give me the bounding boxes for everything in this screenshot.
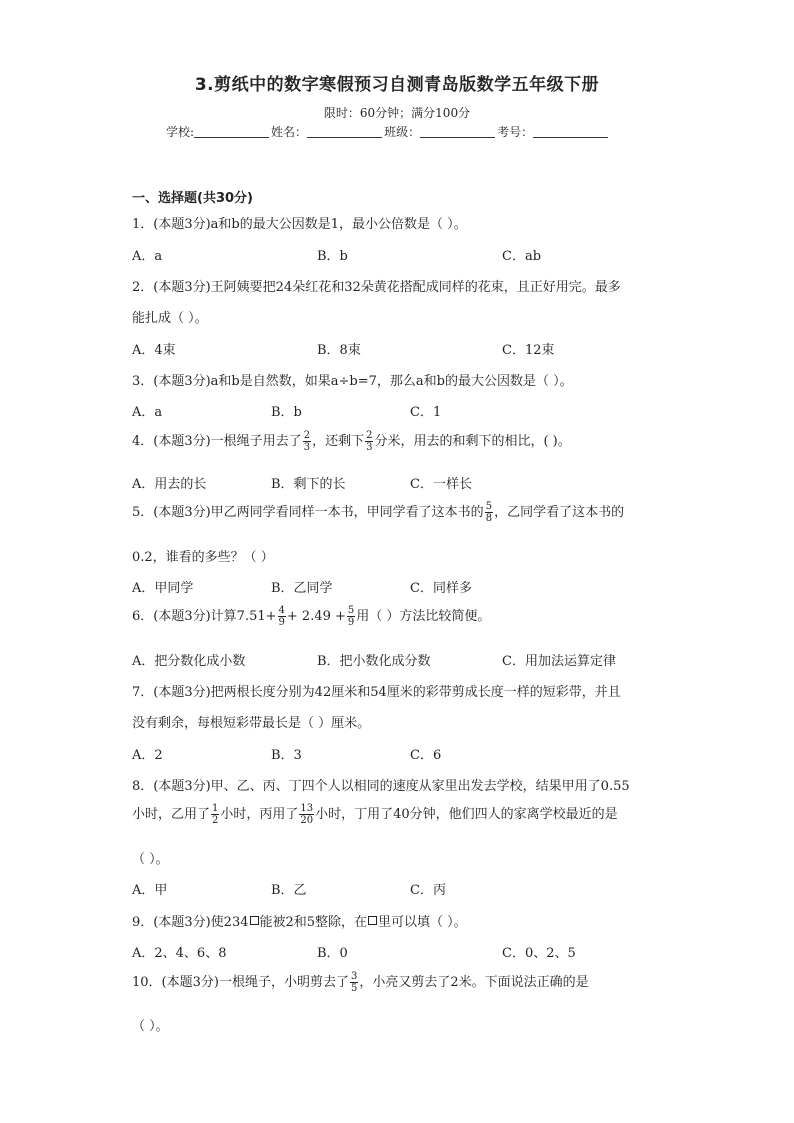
fraction-two-thirds: $\frac{2}{3}$ — [303, 430, 311, 453]
question-8-option-c[interactable]: C．丙 — [410, 883, 446, 898]
question-5-option-a[interactable]: A．甲同学 — [132, 581, 194, 596]
question-3-text: 3．(本题3分)a和b是自然数，如果a÷b=7，那么a和b的最大公因数是（ ）。 — [132, 374, 573, 389]
question-7-text-line1: 7．(本题3分)把两根长度分别为42厘米和54厘米的彩带剪成长度一样的短彩带，并且 — [132, 685, 621, 700]
question-1-option-a[interactable]: A．a — [132, 249, 163, 264]
question-9-option-a[interactable]: A．2、4、6、8 — [132, 946, 227, 961]
question-1-text: 1．(本题3分)a和b的最大公因数是1，最小公倍数是（ ）。 — [132, 217, 467, 232]
question-5-text-line2: 0.2，谁看的多些？（ ） — [132, 550, 274, 565]
blank-box-icon — [368, 916, 377, 925]
question-7-text-line2: 没有剩余，每根短彩带最长是（ ）厘米。 — [132, 716, 371, 731]
question-7-option-b[interactable]: B．3 — [271, 748, 302, 763]
exam-number-blank[interactable] — [533, 125, 608, 138]
fraction-four-ninths: $\frac{4}{9}$ — [278, 605, 285, 628]
question-9-option-b[interactable]: B．0 — [317, 946, 348, 961]
question-8-option-a[interactable]: A．甲 — [132, 883, 168, 898]
question-2-text-line1: 2．(本题3分)王阿姨要把24朵红花和32朵黄花搭配成同样的花束，且正好用完。最多 — [132, 280, 621, 295]
question-4-option-a[interactable]: A．用去的长 — [132, 477, 207, 492]
question-6-text: 6．(本题3分)计算7.51+ $\frac{4}{9}$ + 2.49 + $\frac{5}{9}$ 用（ ）方法比较简便。 — [132, 605, 491, 628]
fraction-five-eighths: $\frac{5}{8}$ — [485, 501, 493, 524]
fraction-three-fifths: $\frac{3}{5}$ — [350, 971, 358, 994]
question-2-option-a[interactable]: A．4束 — [132, 343, 176, 358]
fraction-thirteen-twentieths: $\frac{13}{20}$ — [300, 803, 314, 826]
question-2-option-b[interactable]: B．8束 — [317, 343, 361, 358]
question-10-text-line1: 10．(本题3分)一根绳子，小明剪去了 $\frac{3}{5}$ ，小亮又剪去了2米。下面说法正确的是 — [132, 971, 589, 994]
question-9-text: 9．(本题3分)使234 能被2和5整除，在 里可以填（ ）。 — [132, 915, 467, 930]
question-8-text-line2: 小时，乙用了 $\frac{1}{2}$ 小时，丙用了 $\frac{13}{20}$ 小时，丁用了40分钟，他们四人的家离学校最近的是 — [132, 803, 618, 826]
class-blank[interactable] — [420, 125, 495, 138]
question-1-option-c[interactable]: C．ab — [502, 249, 542, 264]
school-blank[interactable] — [194, 125, 269, 138]
blank-box-icon — [250, 916, 259, 925]
class-label: 班级： — [384, 125, 421, 139]
fraction-two-thirds-b: $\frac{2}{3}$ — [366, 430, 373, 453]
question-8-text-line1: 8．(本题3分)甲、乙、丙、丁四个人以相同的速度从家里出发去学校，结果甲用了0.55 — [132, 779, 630, 794]
page-title: 3.剪纸中的数字寒假预习自测青岛版数学五年级下册 — [194, 75, 600, 95]
question-7-option-a[interactable]: A．2 — [132, 748, 163, 763]
fraction-one-half: $\frac{1}{2}$ — [212, 803, 219, 826]
question-4-option-c[interactable]: C．一样长 — [410, 477, 472, 492]
question-5-option-c[interactable]: C．同样多 — [410, 581, 472, 596]
question-9-option-c[interactable]: C．0、2、5 — [502, 946, 576, 961]
question-3-option-a[interactable]: A．a — [132, 405, 163, 420]
question-6-option-b[interactable]: B．把小数化成分数 — [317, 654, 431, 669]
name-blank[interactable] — [307, 125, 382, 138]
question-4-option-b[interactable]: B．剩下的长 — [271, 477, 346, 492]
exam-number-label: 考号： — [497, 125, 534, 139]
question-6-option-c[interactable]: C．用加法运算定律 — [502, 654, 616, 669]
question-2-text-line2: 能扎成（ ）。 — [132, 311, 208, 326]
time-limit-text: 限时：60分钟；满分100分 — [323, 106, 471, 120]
question-5-option-b[interactable]: B．乙同学 — [271, 581, 333, 596]
name-label: 姓名： — [271, 125, 308, 139]
question-3-option-c[interactable]: C．1 — [410, 405, 442, 420]
question-8-option-b[interactable]: B．乙 — [271, 883, 307, 898]
section-title: 一、选择题(共30分) — [132, 191, 253, 206]
question-2-option-c[interactable]: C．12束 — [502, 343, 555, 358]
fraction-five-ninths: $\frac{5}{9}$ — [347, 605, 355, 628]
question-5-text-line1: 5．(本题3分)甲乙两同学看同样一本书，甲同学看了这本书的 $\frac{5}{8}$ ，乙同学看了这本书的 — [132, 501, 625, 524]
student-info-row — [166, 123, 610, 140]
question-10-text-line2: （ ）。 — [132, 1019, 169, 1034]
question-3-option-b[interactable]: B．b — [271, 405, 302, 420]
question-7-option-c[interactable]: C．6 — [410, 748, 442, 763]
question-6-option-a[interactable]: A．把分数化成小数 — [132, 654, 246, 669]
question-1-option-b[interactable]: B．b — [317, 249, 348, 264]
question-4-text: 4．(本题3分)一根绳子用去了 $\frac{2}{3}$ ，还剩下 $\frac{2}{3}$ 分米，用去的和剩下的相比，( )。 — [132, 430, 571, 453]
question-8-text-line3: （ ）。 — [132, 852, 169, 867]
school-label: 学校: — [166, 125, 195, 139]
